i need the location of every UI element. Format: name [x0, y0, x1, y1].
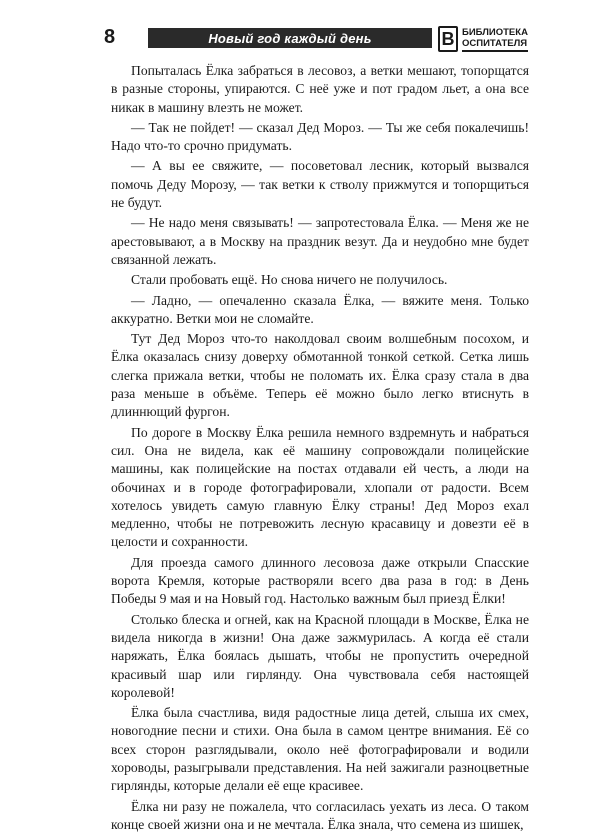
- paragraph: — Ладно, — опечаленно сказала Ёлка, — вяжите меня. Только аккуратно. Ветки мои не сломайте.: [111, 292, 529, 326]
- paragraph: Столько блеска и огней, как на Красной площади в Москве, Ёлка не видела никогда в жизни! Она даже зажмурилась. А когда её стали наряжать, Ёлка боялась дышать, чтобы не пропустить очередной красивый шар или гирлянду. Она чувствовала себя настоящей королевой!: [111, 611, 529, 700]
- logo-line-2: ОСПИТАТЕЛЯ: [462, 37, 528, 49]
- page-header: [104, 22, 530, 56]
- running-title: Новый год каждый день: [148, 28, 432, 48]
- logo-text: [462, 27, 528, 52]
- series-logo: [438, 24, 532, 54]
- logo-letter-icon: B: [438, 26, 458, 52]
- paragraph: — А вы ее свяжите, — посоветовал лесник, который вызвался помочь Деду Морозу, — так ветки к стволу прижмутся и топорщиться не будут.: [111, 158, 529, 211]
- paragraph: Попыталась Ёлка забраться в лесовоз, а ветки мешают, топорщатся в разные стороны, упираются. С неё уже и пот градом льет, а она все никак в машину влезть не может.: [111, 63, 529, 115]
- story-text: [111, 62, 529, 834]
- paragraph: Для проезда самого длинного лесовоза даже открыли Спасские ворота Кремля, которые растворяли всего два раза в год: в День Победы 9 мая и на Новый год. Настолько важным был приезд Ёлки!: [111, 554, 529, 607]
- paragraph: По дороге в Москву Ёлка решила немного вздремнуть и набраться сил. Она не видела, как её машину сопровождали полицейские машины, как полицейские на постах отдавали ей честь, а люди на обочинах и в городе фотографировали, хлопали от радости. Всем хотелось увидеть самую главную Ёлку страны! Дед Мороз ехал медленно, чтобы не потревожить лесную красавицу и довезти её в целости и сохранности.: [111, 424, 529, 550]
- paragraph: — Так не пойдет! — сказал Дед Мороз. — Ты же себя покалечишь! Надо что-то срочно придумать.: [111, 119, 529, 154]
- paragraph: — Не надо меня связывать! — запротестовала Ёлка. — Меня же не арестовывают, а в Москву на праздник везут. Да и неудобно мне будет связанной лежать.: [111, 215, 529, 267]
- logo-line-1: БИБЛИОТЕКА: [462, 26, 528, 38]
- paragraph: Ёлка ни разу не пожалела, что согласилась уехать из леса. О таком конце своей жизни она и не мечтала. Ёлка знала, что семена из шишек,: [111, 798, 529, 832]
- paragraph: Тут Дед Мороз что-то наколдовал своим волшебным посохом, и Ёлка оказалась снизу доверху обмотанной тонкой сеткой. Сетка лишь слегка прижала ветки, чтобы не поломать их. Ёлка сразу стала в два раза меньше в объёме. Теперь её можно было легко втиснуть в длиннющий фургон.: [111, 331, 529, 420]
- paragraph: Стали пробовать ещё. Но снова ничего не получилось.: [131, 272, 448, 288]
- page-number: 8: [104, 26, 116, 48]
- paragraph: Ёлка была счастлива, видя радостные лица детей, слыша их смех, новогодние песни и стихи. Она была в самом центре внимания. Её со всех сторон разглядывали, около неё фотографировали и водили хороводы, разыгрывали представления. На ней зажигали разноцветные гирлянды, которые делали её еще красивее.: [111, 705, 529, 794]
